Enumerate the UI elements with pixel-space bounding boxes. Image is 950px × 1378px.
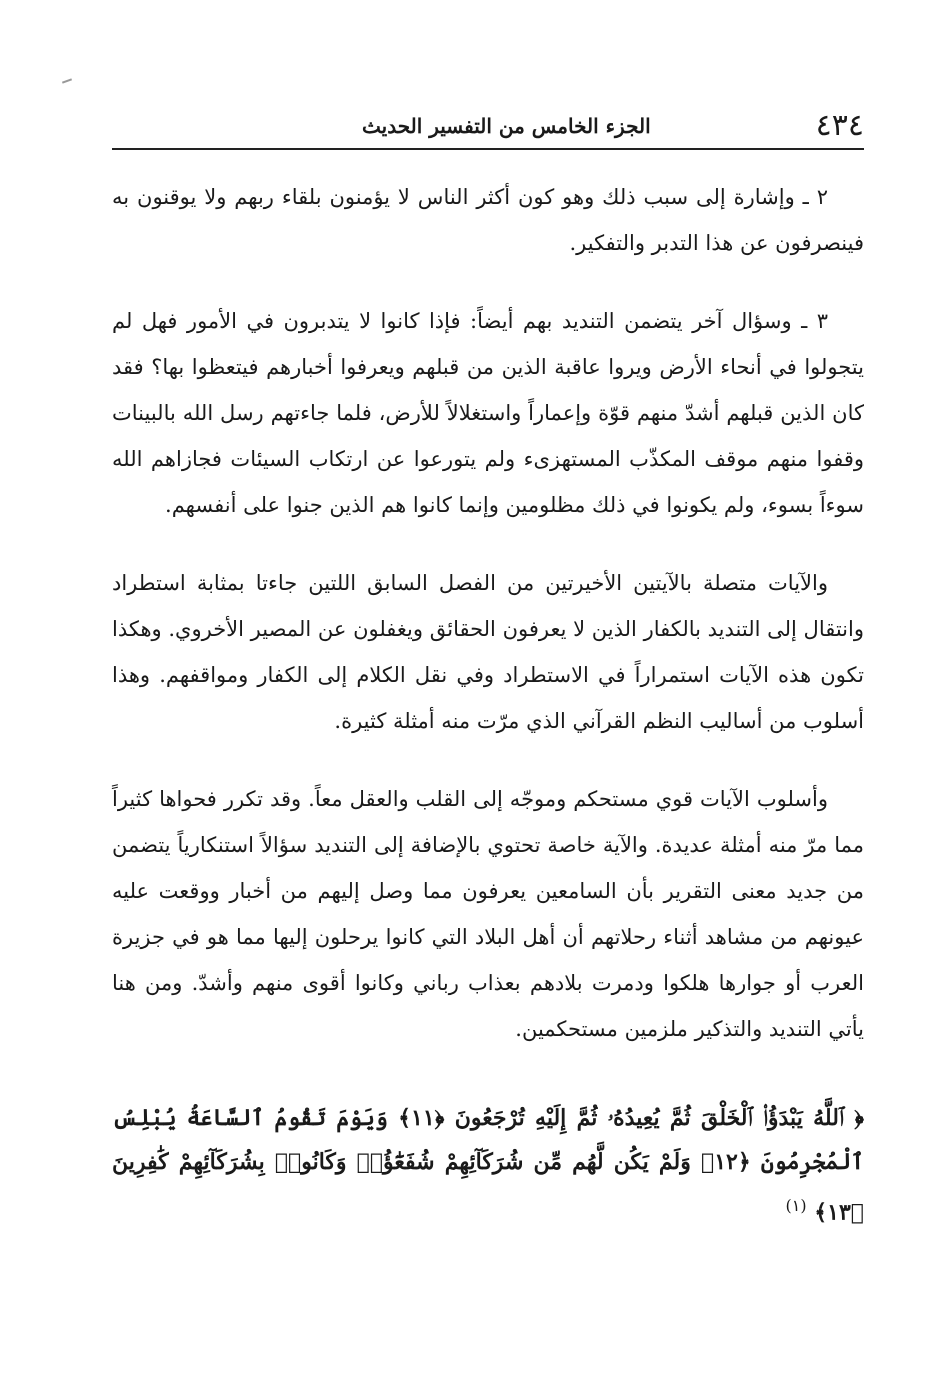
- paragraph-style: وأسلوب الآيات قوي مستحكم وموجّه إلى القلب والعقل معاً. وقد تكرر فحواها كثيراً مما مرّ منه أمثلة عديدة. والآية خاصة تحتوي بالإضافة إلى التنديد سؤالاً استنكارياً يتضمن من جديد معنى التقرير بأن السامعين يعرفون مما وصل إليهم من أخبار ووقعت عليه عيونهم من مشاهد أثناء رحلاتهم أن أهل البلاد التي كانوا يرحلون إليها مما هو في جزيرة العرب أو جوارها هلكوا ودمرت بلادهم بعذاب رباني وكانوا أقوى منهم وأشدّ. ومن هنا يأتي التنديد والتذكير ملزمين مستحكمين.: [112, 787, 864, 1041]
- page-number: ٤٣٤: [815, 108, 864, 143]
- body-text: [112, 174, 864, 1052]
- quran-verses: [112, 1096, 864, 1234]
- running-title: الجزء الخامس من التفسير الحديث: [362, 114, 651, 138]
- paragraph-point-2: ٢ ـ وإشارة إلى سبب ذلك وهو كون أكثر الناس لا يؤمنون بلقاء ربهم ولا يوقنون به فينصرفون عن هذا التدبر والتفكير.: [112, 185, 864, 255]
- quran-verses-text: ﴿ ٱللَّهُ يَبْدَؤُا۟ ٱلْخَلْقَ ثُمَّ يُعِيدُهُۥ ثُمَّ إِلَيْهِ تُرْجَعُونَ ﴿١١﴾ وَيَوْمَ تَقُومُ ٱلسَّاعَةُ يُبْلِسُ ٱلْمُجْرِمُونَ ﴿١٢﴾ وَلَمْ يَكُن لَّهُم مِّن شُرَكَآئِهِمْ شُفَعَٰٓؤُا۟ وَكَانُوا۟ بِشُرَكَآئِهِمْ كَٰفِرِينَ ﴿١٣﴾: [112, 1105, 864, 1226]
- page-header: [112, 100, 864, 150]
- paragraph-context: والآيات متصلة بالآيتين الأخيرتين من الفصل السابق اللتين جاءتا بمثابة استطراد وانتقال إلى التنديد بالكفار الذين لا يعرفون الحقائق ويغفلون عن المصير الأخروي. وهكذا تكون هذه الآيات استمراراً في الاستطراد وفي نقل الكلام إلى الكفار ومواقفهم. وهذا أسلوب من أساليب النظم القرآني الذي مرّت منه أمثلة كثيرة.: [112, 571, 864, 733]
- book-page: [112, 100, 864, 1234]
- scan-mark: [62, 78, 72, 83]
- footnote-marker: (١): [785, 1196, 807, 1215]
- paragraph-point-3: ٣ ـ وسؤال آخر يتضمن التنديد بهم أيضاً: فإذا كانوا لا يتدبرون في الأمور فهل لم يتجولوا في أنحاء الأرض ويروا عاقبة الذين من قبلهم ويعرفوا أخبارهم فيتعظوا بها؟ فقد كان الذين قبلهم أشدّ منهم قوّة وإعماراً واستغلالاً للأرض، فلما جاءتهم رسل الله بالبينات وقفوا منهم موقف المكذّب المستهزىء ولم يتورعوا عن ارتكاب السيئات فجازاهم الله سوءاً بسوء، ولم يكونوا في ذلك مظلومين وإنما كانوا هم الذين جنوا على أنفسهم.: [112, 309, 864, 517]
